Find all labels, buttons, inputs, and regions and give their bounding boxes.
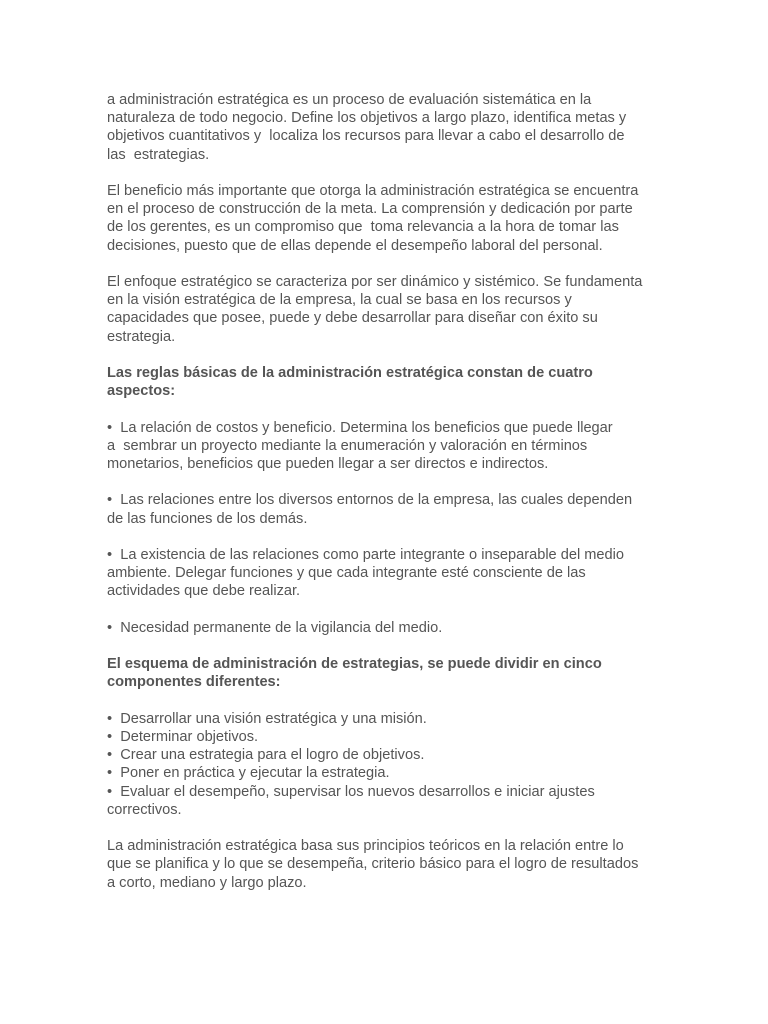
text-line: ambiente. Delegar funciones y que cada integrante esté consciente de las — [107, 565, 586, 582]
closing-paragraph — [107, 837, 667, 892]
text-line: • Necesidad permanente de la vigilancia del medio. — [107, 619, 443, 636]
text-line: en el proceso de construcción de la meta. La comprensión y dedicación por parte — [107, 201, 633, 218]
text-line: a sembrar un proyecto mediante la enumeración y valoración en términos — [107, 437, 588, 454]
text-line: actividades que debe realizar. — [107, 583, 301, 600]
text-line: monetarios, beneficios que pueden llegar a ser directos e indirectos. — [107, 456, 549, 472]
text-line: capacidades que posee, puede y debe desarrollar para diseñar con éxito su — [107, 310, 598, 327]
components-heading — [107, 655, 667, 691]
intro-paragraph — [107, 91, 667, 164]
rule-item-relations — [107, 546, 667, 601]
text-line: de los gerentes, es un compromiso que toma relevancia a la hora de tomar las — [107, 219, 619, 236]
heading-line: Las reglas básicas de la administración estratégica constan de cuatro — [107, 365, 593, 381]
text-line: a corto, mediano y largo plazo. — [107, 874, 307, 891]
text-line: que se planifica y lo que se desempeña, criterio básico para el logro de resultados — [107, 856, 639, 873]
text-line: las estrategias. — [107, 146, 210, 163]
rule-item-cost-benefit — [107, 419, 667, 474]
text-line: • La existencia de las relaciones como parte integrante o inseparable del medio — [107, 546, 625, 563]
heading-line: aspectos: — [107, 383, 176, 400]
list-item: • Desarrollar una visión estratégica y una misión. — [107, 710, 427, 727]
document-body — [107, 91, 667, 910]
text-line: a administración estratégica es un proceso de evaluación sistemática en la — [107, 92, 592, 108]
heading-line: componentes diferentes: — [107, 674, 281, 691]
rule-item-vigilance — [107, 619, 667, 637]
rules-heading — [107, 364, 667, 400]
rule-item-environments — [107, 491, 667, 527]
benefit-paragraph — [107, 182, 667, 255]
approach-paragraph — [107, 273, 667, 346]
text-line: en la visión estratégica de la empresa, la cual se basa en los recursos y — [107, 292, 572, 309]
list-item: • Determinar objetivos. — [107, 728, 259, 745]
text-line: decisiones, puesto que de ellas depende el desempeño laboral del personal. — [107, 237, 603, 254]
text-line: naturaleza de todo negocio. Define los objetivos a largo plazo, identifica metas y — [107, 110, 627, 127]
text-line: • Las relaciones entre los diversos entornos de la empresa, las cuales dependen — [107, 492, 633, 509]
list-item: • Crear una estrategia para el logro de objetivos. — [107, 747, 425, 764]
list-item: correctivos. — [107, 801, 182, 818]
list-item: • Poner en práctica y ejecutar la estrategia. — [107, 765, 390, 782]
text-line: de las funciones de los demás. — [107, 510, 308, 527]
text-line: La administración estratégica basa sus principios teóricos en la relación entre lo — [107, 838, 624, 855]
text-line: El enfoque estratégico se caracteriza por ser dinámico y sistémico. Se fundamenta — [107, 274, 643, 290]
text-line: El beneficio más importante que otorga la administración estratégica se encuentra — [107, 183, 639, 199]
components-list — [107, 710, 667, 819]
text-line: estrategia. — [107, 328, 176, 345]
heading-line: El esquema de administración de estrategias, se puede dividir en cinco — [107, 656, 602, 673]
list-item: • Evaluar el desempeño, supervisar los nuevos desarrollos e iniciar ajustes — [107, 783, 595, 800]
text-line: objetivos cuantitativos y localiza los recursos para llevar a cabo el desarrollo de — [107, 128, 625, 145]
text-line: • La relación de costos y beneficio. Determina los beneficios que puede llegar — [107, 419, 613, 436]
